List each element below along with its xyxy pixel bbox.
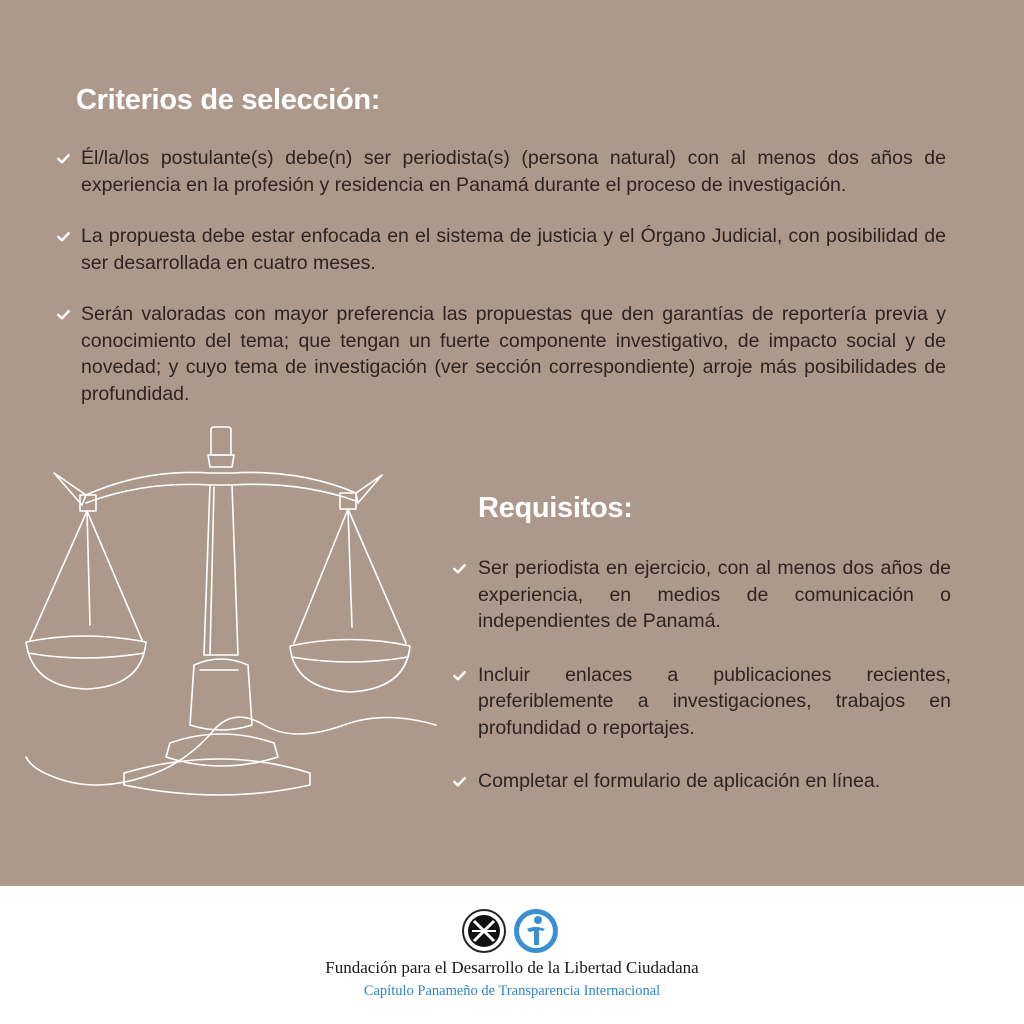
criteria-item-text: Él/la/los postulante(s) debe(n) ser periodista(s) (persona natural) con al menos dos años de experiencia en la profesión y residencia en Panamá durante el proceso de investigación. — [81, 147, 946, 196]
criteria-item — [56, 145, 946, 198]
criteria-item — [56, 301, 946, 407]
requirement-item-text: Incluir enlaces a publicaciones recientes, preferiblemente a investigaciones, trabajos en profundidad o reportajes. — [478, 663, 951, 739]
transparency-international-logo-icon — [514, 909, 558, 953]
check-icon — [56, 307, 71, 322]
organization-logos — [461, 907, 561, 957]
requirement-item-text: Completar el formulario de aplicación en línea. — [478, 770, 881, 792]
requirements-list — [452, 555, 951, 822]
requirement-item-text: Ser periodista en ejercicio, con al menos dos años de experiencia, en medios de comunicación o independientes de Panamá. — [478, 557, 951, 632]
criteria-item — [56, 223, 946, 276]
requirements-heading: Requisitos: — [478, 492, 633, 524]
requirement-item — [452, 768, 951, 795]
criteria-item-text: La propuesta debe estar enfocada en el sistema de justicia y el Órgano Judicial, con posibilidad de ser desarrollada en cuatro meses. — [81, 225, 946, 274]
check-icon — [56, 151, 71, 166]
check-icon — [452, 668, 467, 683]
requirement-item — [452, 555, 951, 635]
check-icon — [452, 774, 467, 789]
fundacion-logo-icon — [463, 910, 505, 952]
organization-name: Fundación para el Desarrollo de la Libertad Ciudadana — [325, 958, 699, 977]
check-icon — [56, 229, 71, 244]
criteria-item-text: Serán valoradas con mayor preferencia las propuestas que den garantías de reportería previa y conocimiento del tema; que tengan un fuerte componente investigativo, de impacto social y de novedad; y cuyo tema de investigación (ver sección correspondiente) arroje más posibilidades de profundidad. — [81, 303, 946, 405]
scales-of-justice-icon — [24, 425, 444, 815]
check-icon — [452, 561, 467, 576]
criteria-heading: Criterios de selección: — [76, 84, 381, 116]
requirement-item — [452, 662, 951, 742]
organization-chapter: Capítulo Panameño de Transparencia Internacional — [363, 983, 661, 999]
criteria-list — [56, 145, 946, 432]
